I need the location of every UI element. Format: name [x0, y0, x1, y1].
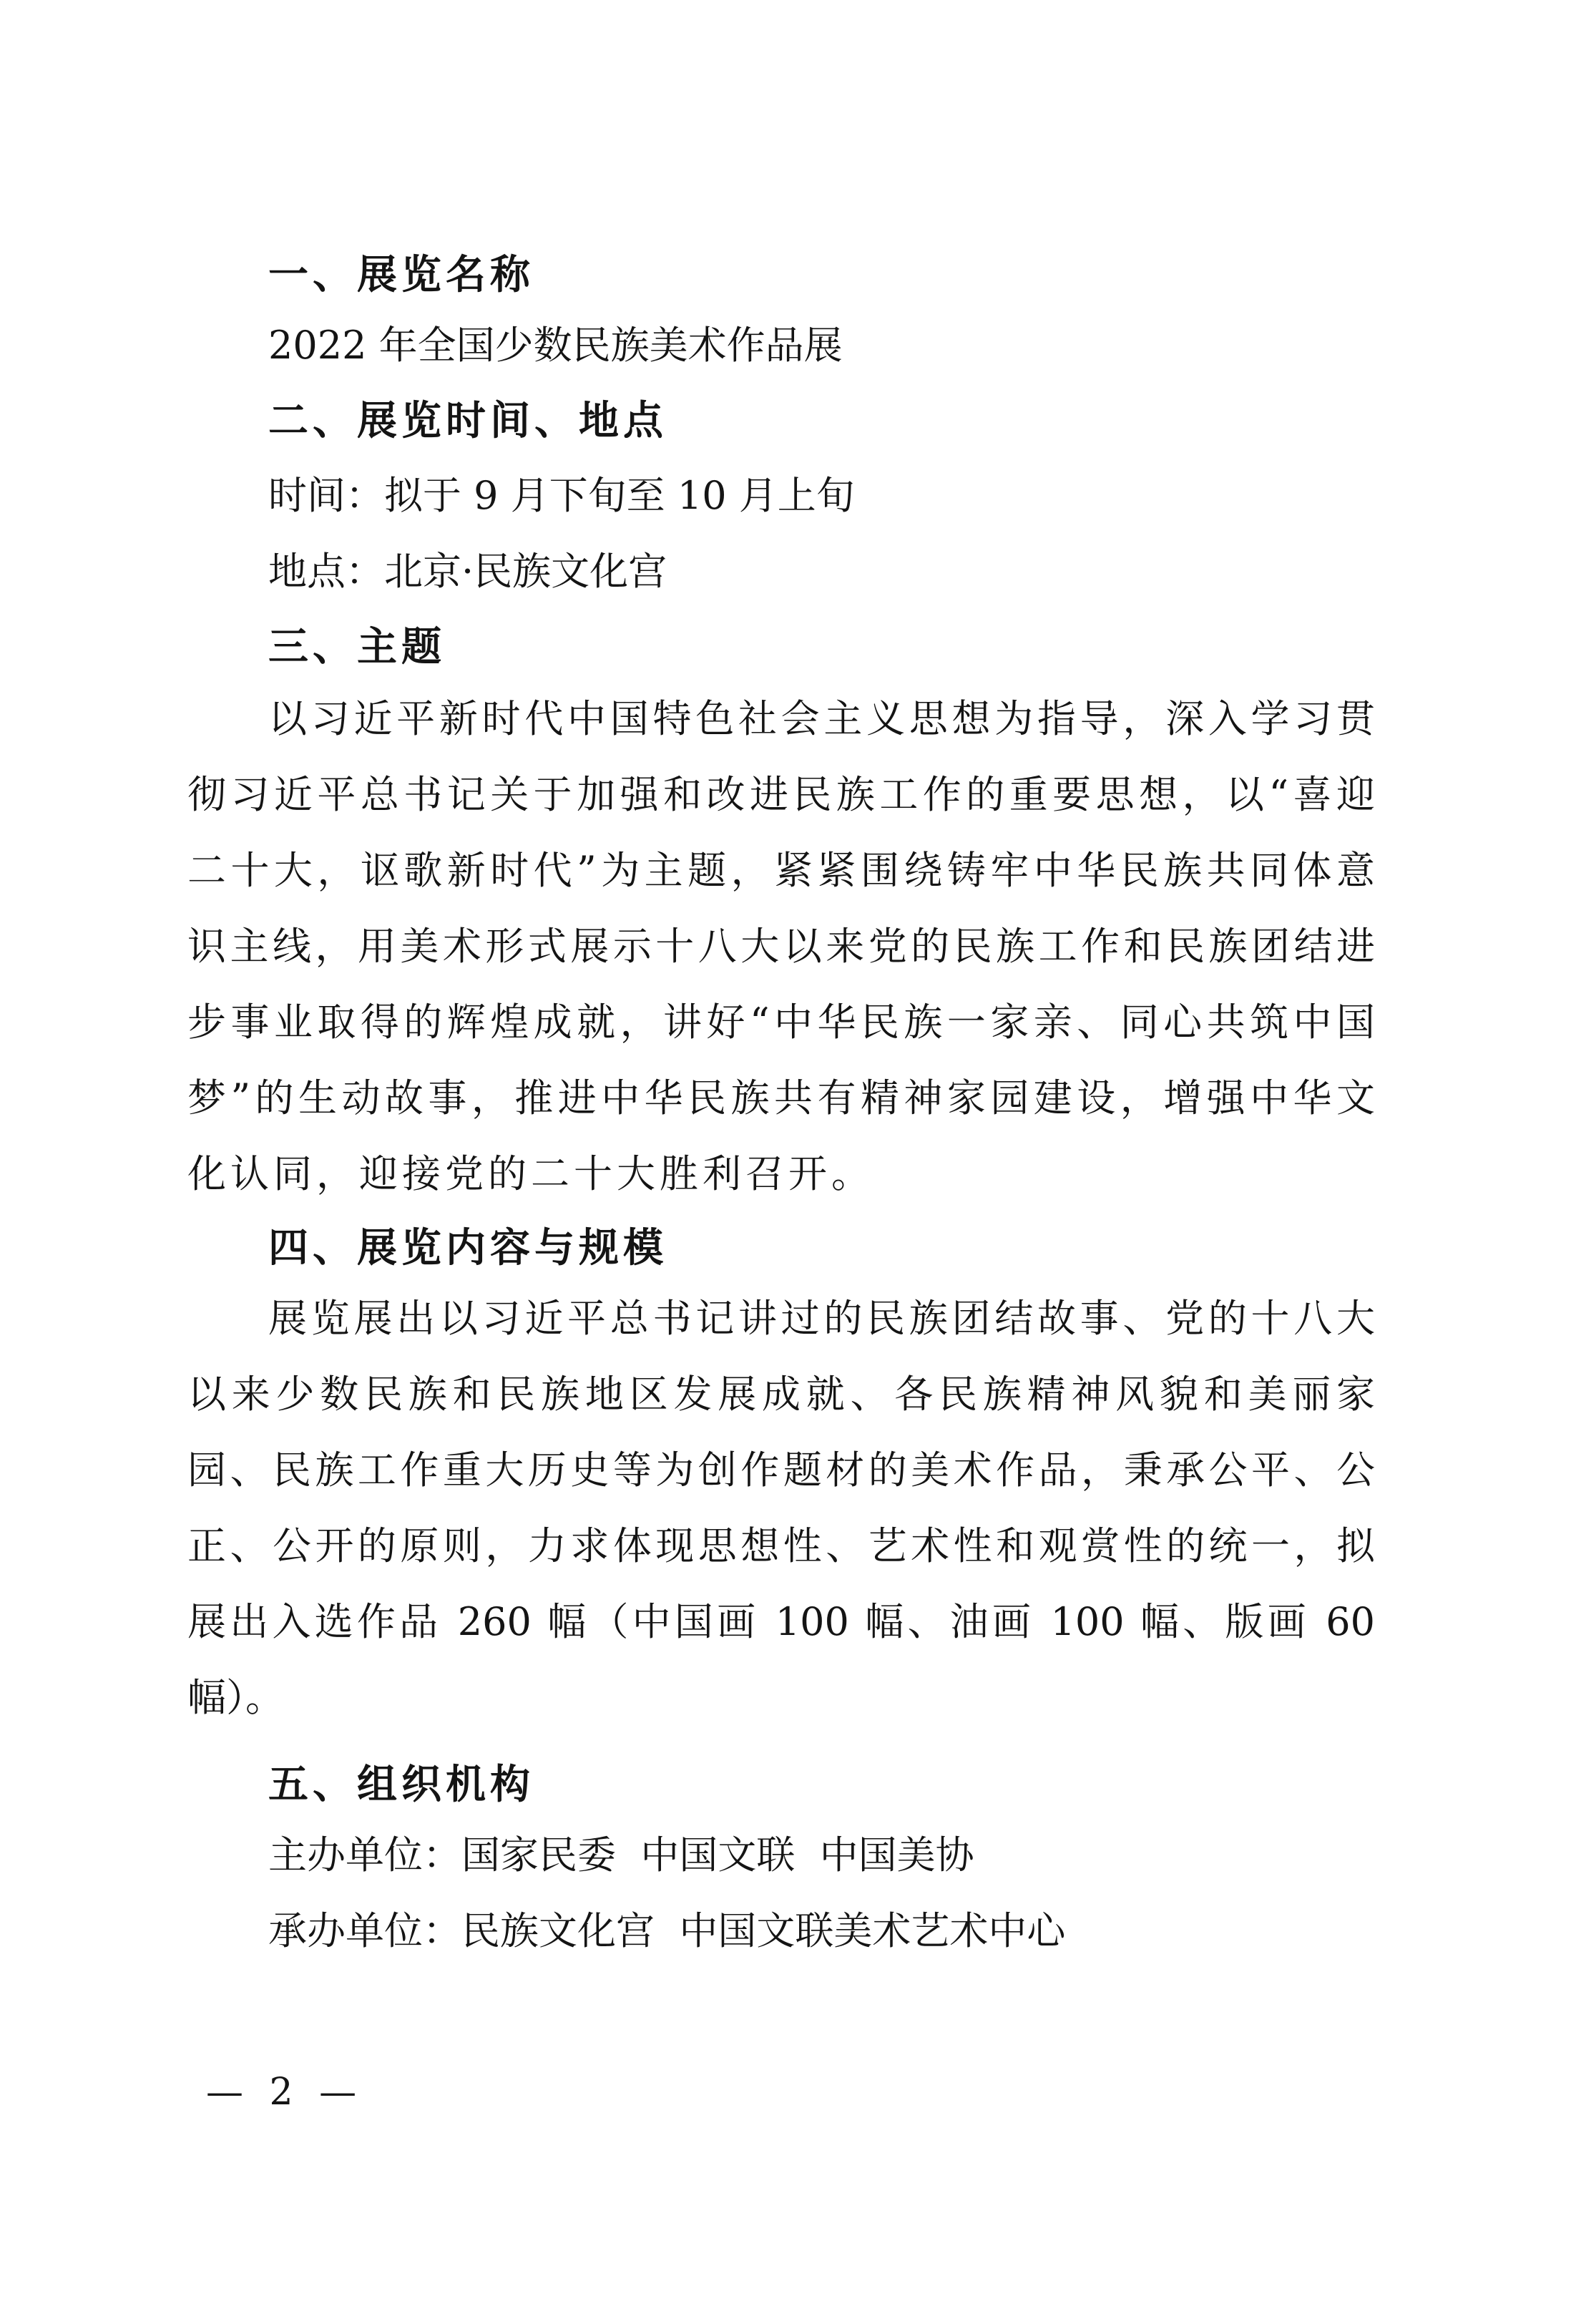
exhibition-name: 2022 年全国少数民族美术作品展: [268, 323, 843, 368]
content-line: 幅）。: [187, 1675, 284, 1720]
content-line: 展出入选作品 260 幅（中国画 100 幅、油画 100 幅、版画 60: [187, 1599, 1375, 1644]
content-line: 展览展出以习近平总书记讲过的民族团结故事、党的十八大: [268, 1296, 1375, 1341]
host-units: 主办单位：国家民委 中国文联 中国美协: [268, 1832, 974, 1878]
exhibition-time: 时间：拟于 9 月下旬至 10 月上旬: [268, 473, 855, 518]
theme-line: 识主线，用美术形式展示十八大以来党的民族工作和民族团结进: [187, 924, 1375, 969]
content-line: 园、民族工作重大历史等为创作题材的美术作品，秉承公平、公: [187, 1447, 1375, 1493]
page-number: — 2 —: [206, 2071, 364, 2114]
theme-line: 以习近平新时代中国特色社会主义思想为指导，深入学习贯: [268, 696, 1375, 741]
theme-line: 步事业取得的辉煌成就，讲好“中华民族一家亲、同心共筑中国: [187, 1000, 1375, 1045]
section-1-heading: 一、展览名称: [268, 252, 534, 298]
section-3-heading: 三、主题: [268, 624, 446, 670]
theme-line: 梦”的生动故事，推进中华民族共有精神家园建设，增强中华文: [187, 1075, 1375, 1120]
section-2-heading: 二、展览时间、地点: [268, 398, 667, 444]
content-line: 正、公开的原则，力求体现思想性、艺术性和观赏性的统一，拟: [187, 1523, 1375, 1568]
content-line: 以来少数民族和民族地区发展成就、各民族精神风貌和美丽家: [187, 1372, 1375, 1417]
section-4-heading: 四、展览内容与规模: [268, 1225, 667, 1271]
exhibition-place: 地点：北京·民族文化宫: [268, 549, 667, 594]
theme-line: 二十大，讴歌新时代”为主题，紧紧围绕铸牢中华民族共同体意: [187, 848, 1375, 893]
section-5-heading: 五、组织机构: [268, 1762, 534, 1808]
theme-line: 彻习近平总书记关于加强和改进民族工作的重要思想，以“喜迎: [187, 772, 1375, 817]
theme-line: 化认同，迎接党的二十大胜利召开。: [187, 1151, 874, 1196]
organizer-units: 承办单位：民族文化宫 中国文联美术艺术中心: [268, 1908, 1066, 1953]
